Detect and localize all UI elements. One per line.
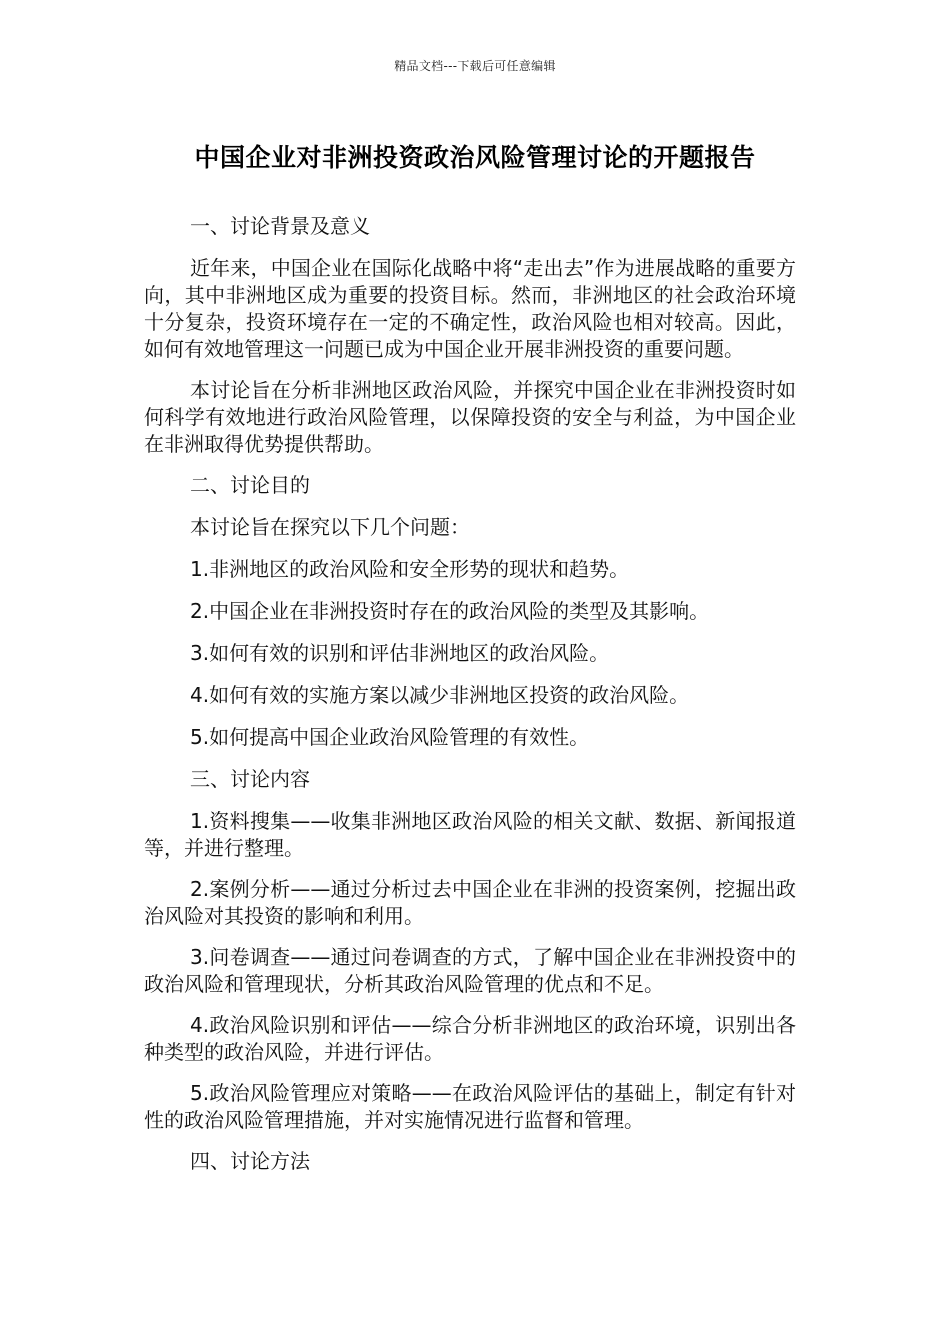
section-heading-methods: 四、讨论方法 xyxy=(190,1149,310,1173)
section-heading-background: 一、讨论背景及意义 xyxy=(190,214,370,238)
content-item: 2.案例分析——通过分析过去中国企业在非洲的投资案例，挖掘出政治风险对其投资的影响和利用。 xyxy=(144,877,796,928)
content-item: 4.政治风险识别和评估——综合分析非洲地区的政治环境，识别出各种类型的政治风险，并进行评估。 xyxy=(144,1013,796,1064)
header-note: 精品文档---下载后可任意编辑 xyxy=(394,59,556,73)
content-item: 1.资料搜集——收集非洲地区政治风险的相关文献、数据、新闻报道等，并进行整理。 xyxy=(144,809,796,860)
objectives-intro: 本讨论旨在探究以下几个问题： xyxy=(190,515,470,539)
paragraph-purpose-summary: 本讨论旨在分析非洲地区政治风险，并探究中国企业在非洲投资时如何科学有效地进行政治风险管理，以保障投资的安全与利益，为中国企业在非洲取得优势提供帮助。 xyxy=(144,378,796,456)
content-item: 3.问卷调查——通过问卷调查的方式，了解中国企业在非洲投资中的政治风险和管理现状，分析其政治风险管理的优点和不足。 xyxy=(144,945,796,996)
paragraph-background: 近年来，中国企业在国际化战略中将“走出去”作为进展战略的重要方向，其中非洲地区成为重要的投资目标。然而，非洲地区的社会政治环境十分复杂，投资环境存在一定的不确定性，政治风险也相对较高。因此，如何有效地管理这一问题已成为中国企业开展非洲投资的重要问题。 xyxy=(144,256,796,361)
document-body xyxy=(144,213,796,1190)
objective-item: 1.非洲地区的政治风险和安全形势的现状和趋势。 xyxy=(190,557,630,581)
section-heading-content: 三、讨论内容 xyxy=(190,767,310,791)
objective-item: 2.中国企业在非洲投资时存在的政治风险的类型及其影响。 xyxy=(190,599,710,623)
objective-item: 3.如何有效的识别和评估非洲地区的政治风险。 xyxy=(190,641,610,665)
document-title: 中国企业对非洲投资政治风险管理讨论的开题报告 xyxy=(194,143,756,172)
section-heading-objectives: 二、讨论目的 xyxy=(190,473,310,497)
objective-item: 4.如何有效的实施方案以减少非洲地区投资的政治风险。 xyxy=(190,683,690,707)
objective-item: 5.如何提高中国企业政治风险管理的有效性。 xyxy=(190,725,590,749)
content-item: 5.政治风险管理应对策略——在政治风险评估的基础上，制定有针对性的政治风险管理措施，并对实施情况进行监督和管理。 xyxy=(144,1081,796,1132)
